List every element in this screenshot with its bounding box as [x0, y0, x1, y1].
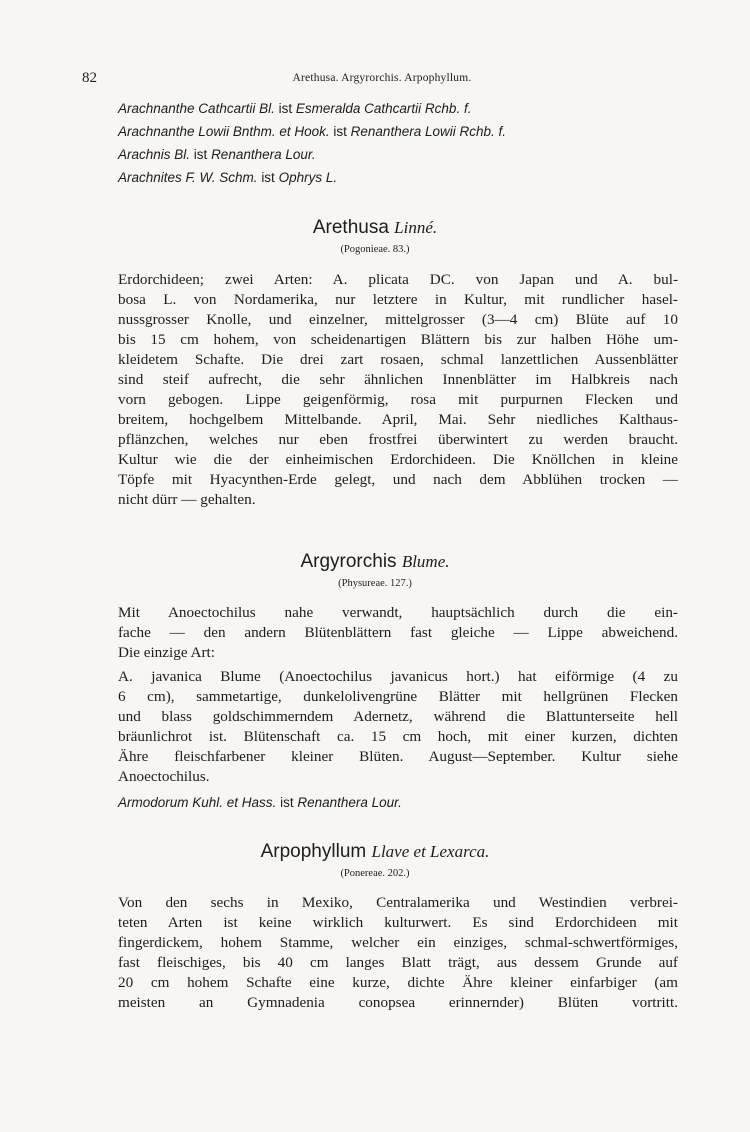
- page-number: 82: [82, 70, 97, 86]
- synonym-entry: Arachnanthe Lowii Bnthm. et Hook. ist Renanthera Lowii Rchb. f.: [118, 124, 506, 139]
- paragraph-arethusa: Erdorchideen; zwei Arten: A. plicata DC. von Japan und A. bul- bosa L. von Nordamerika, nur letztere in Kultur, mit rundlicher hasel- nussgrosser Knolle, und einzelner, mittelgrosser (3—4 cm) Blüte auf 10 bis 15 cm hohem, von scheidenartigen Blättern bis zur halben Höhe um- kleidetem Schafte. Die drei zart rosaen, schmal lanzettlichen Aussenblätter sind steif aufrecht, die sehr ähnlichen Innenblätter im Halbkreis nach vorn gebogen. Lippe geigenförmig, rosa mit purpurnen Flecken und breitem, hochgelbem Mittelbande. April, Mai. Sehr niedliches Kalthaus- pflänzchen, welches nur eben frostfrei überwintert zu werden braucht. Kultur wie die der einheimischen Erdorchideen. Die Knöllchen in kleine Töpfe mit Hyacynthen-Erde gelegt, und nach dem Abblühen trocken — nicht dürr — gehalten.: [118, 271, 678, 508]
- section-heading-argyrorchis: Argyrorchis Blume.: [300, 551, 450, 572]
- paragraph-arpophyllum: Von den sechs in Mexiko, Centralamerika und Westindien verbrei- teten Arten ist keine wirklich kulturwert. Es sind Erdorchideen mit fingerdickem, hohem Stamme, welcher ein einziges, schmal-schwertförmiges, fast fleischiges, bis 40 cm langes Blatt trägt, aus dessem Grunde auf 20 cm hohem Schafte eine kurze, dichte Ähre kleiner einfarbiger (am meisten an Gymnadenia conopsea erinnernder) Blüten vortritt.: [118, 894, 678, 1011]
- paragraph-argyrorchis: Mit Anoectochilus nahe verwandt, hauptsächlich durch die ein- fache — den andern Blütenblättern fast gleiche — Lippe abweichend. Die einzige Art:: [118, 604, 678, 661]
- section-heading-arpophyllum: Arpophyllum Llave et Lexarca.: [260, 841, 490, 862]
- synonym-entry: Arachnites F. W. Schm. ist Ophrys L.: [118, 170, 338, 185]
- running-title: Arethusa. Argyrorchis. Arpophyllum.: [292, 72, 472, 84]
- synonym-entry: Armodorum Kuhl. et Hass. ist Renanthera Lour.: [118, 795, 402, 810]
- section-heading-arethusa: Arethusa Linné.: [312, 217, 438, 238]
- synonym-entry: Arachnanthe Cathcartii Bl. ist Esmeralda Cathcartii Rchb. f.: [118, 101, 472, 116]
- tribe-note-arethusa: (Pogonieae. 83.): [340, 244, 410, 255]
- synonym-entry: Arachnis Bl. ist Renanthera Lour.: [118, 147, 316, 162]
- species-description: A. javanica Blume (Anoectochilus javanicus hort.) hat eiförmige (4 zu 6 cm), sammetartige, dunkelolivengrüne Blätter mit hellgrünen Flecken und blass goldschimmerndem Adernetz, während die Blattunterseite hell bräunlichrot ist. Blütenschaft ca. 15 cm hoch, mit einer kurzen, dichten Ähre fleischfarbener kleiner Blüten. August—September. Kultur siehe Anoectochilus.: [118, 668, 678, 785]
- tribe-note-arpophyllum: (Ponereae. 202.): [340, 868, 410, 879]
- tribe-note-argyrorchis: (Physureae. 127.): [338, 578, 412, 589]
- page-header: [82, 70, 682, 90]
